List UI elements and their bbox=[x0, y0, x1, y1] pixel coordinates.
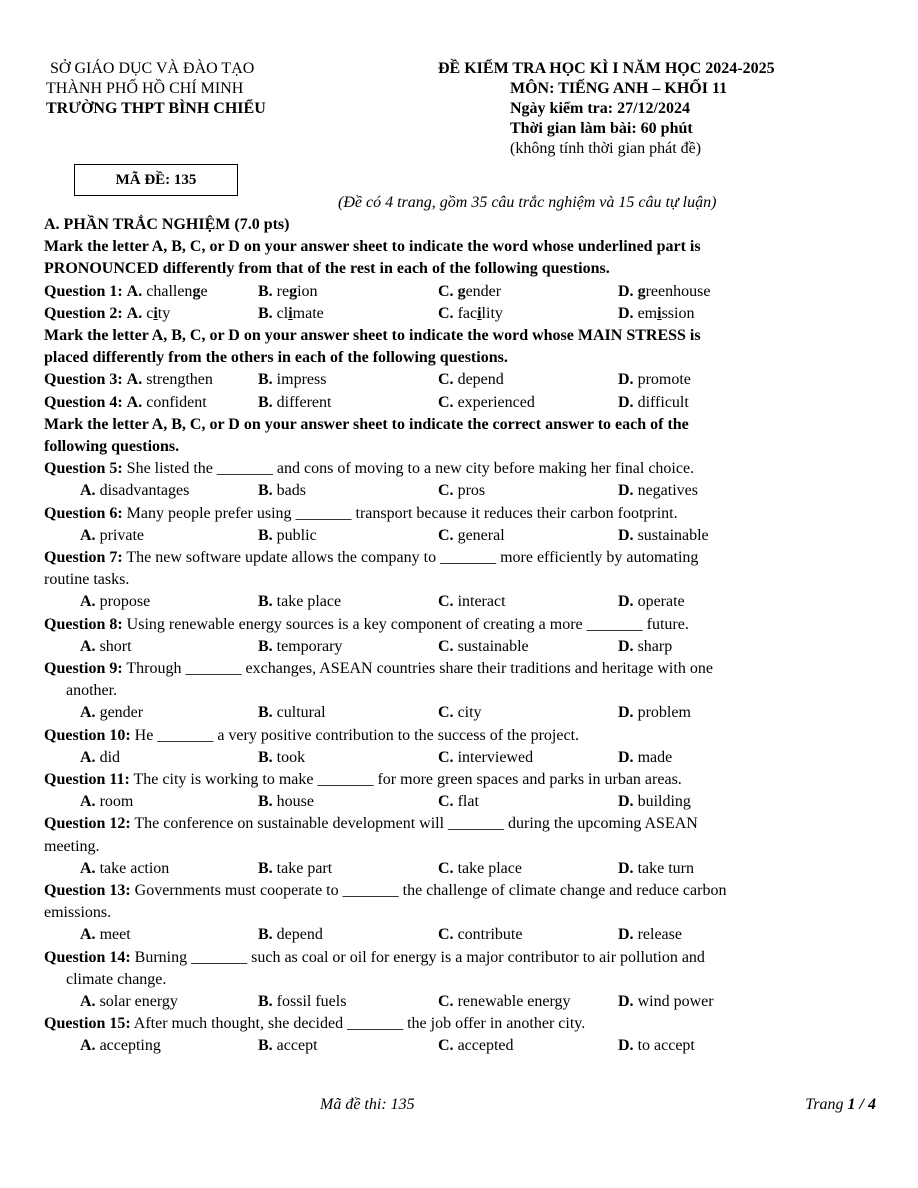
option-letter: D. bbox=[618, 859, 634, 877]
option-text: contribute bbox=[457, 926, 523, 944]
option-letter: D. bbox=[618, 992, 634, 1010]
question-label: Question 7: bbox=[44, 548, 123, 566]
option-text: house bbox=[276, 793, 314, 811]
option-letter: B. bbox=[258, 282, 273, 300]
option-text: public bbox=[276, 526, 317, 544]
answer-options bbox=[44, 924, 880, 946]
option-text: confident bbox=[146, 393, 207, 411]
option-d bbox=[618, 858, 694, 880]
question-label: Question 10: bbox=[44, 726, 131, 744]
word-part: e bbox=[200, 282, 208, 300]
question-label: Question 14: bbox=[44, 948, 131, 966]
option-text: depend bbox=[457, 371, 504, 389]
option-letter: D. bbox=[618, 371, 634, 389]
option-d bbox=[618, 636, 672, 658]
option-text: take place bbox=[457, 859, 522, 877]
question-stem-line bbox=[44, 836, 880, 858]
option-letter: A. bbox=[80, 637, 96, 655]
underlined-part: i bbox=[477, 304, 482, 322]
option-a bbox=[80, 636, 132, 658]
question-label: Question 3: bbox=[44, 371, 123, 389]
option-letter: A. bbox=[80, 748, 96, 766]
word-part: c bbox=[146, 304, 154, 322]
option-letter: A. bbox=[80, 859, 96, 877]
option-letter: B. bbox=[258, 593, 273, 611]
option-text: city bbox=[457, 704, 482, 722]
option-a bbox=[80, 702, 143, 724]
option-c bbox=[438, 791, 479, 813]
answer-options bbox=[44, 1035, 880, 1057]
option-a bbox=[80, 591, 150, 613]
question-stem: She listed the _______ and cons of moving to a new city before making her final choice. bbox=[126, 460, 695, 478]
option-text: gender bbox=[99, 704, 144, 722]
question-stem: routine tasks. bbox=[44, 571, 130, 589]
option-letter: A. bbox=[126, 371, 143, 389]
option-letter: C. bbox=[438, 859, 454, 877]
option-c bbox=[438, 702, 482, 724]
question-stem-line bbox=[44, 813, 880, 835]
option-b bbox=[258, 991, 346, 1013]
option-b bbox=[258, 392, 331, 414]
option-text: took bbox=[276, 748, 306, 766]
option-letter: C. bbox=[438, 304, 454, 322]
option-letter: B. bbox=[258, 926, 273, 944]
option-d bbox=[618, 525, 709, 547]
answer-options bbox=[44, 480, 880, 502]
option-letter: A. bbox=[80, 482, 96, 500]
option-text: building bbox=[637, 793, 691, 811]
option-text: take action bbox=[99, 859, 170, 877]
option-text: private bbox=[99, 526, 144, 544]
option-text: negatives bbox=[637, 482, 698, 500]
option-d bbox=[618, 591, 685, 613]
answer-options bbox=[44, 636, 880, 658]
option-a bbox=[80, 1035, 161, 1057]
option-a bbox=[44, 281, 208, 303]
answer-options bbox=[44, 525, 880, 547]
option-letter: B. bbox=[258, 637, 273, 655]
option-text: accepted bbox=[457, 1037, 514, 1055]
option-text: sustainable bbox=[457, 637, 529, 655]
option-b bbox=[258, 636, 342, 658]
option-letter: A. bbox=[80, 992, 96, 1010]
word-part: cl bbox=[276, 304, 289, 322]
exam-note: (Đề có 4 trang, gồm 35 câu trắc nghiệm và 15 câu tự luận) bbox=[338, 194, 717, 211]
question-stem: The conference on sustainable development will _______ during the upcoming ASEAN bbox=[134, 815, 698, 833]
option-c bbox=[438, 480, 485, 502]
word-part: re bbox=[276, 282, 290, 300]
option-text: different bbox=[276, 393, 332, 411]
option-letter: B. bbox=[258, 482, 273, 500]
option-b bbox=[258, 303, 324, 325]
option-letter: A. bbox=[126, 282, 143, 300]
question-item bbox=[44, 813, 880, 880]
underlined-part: i bbox=[153, 304, 158, 322]
option-text: take place bbox=[276, 593, 342, 611]
option-text: general bbox=[457, 526, 505, 544]
question-stem-line bbox=[44, 969, 880, 991]
option-b bbox=[258, 791, 314, 813]
question-item bbox=[44, 614, 880, 658]
option-letter: B. bbox=[258, 793, 273, 811]
option-letter: B. bbox=[258, 304, 273, 322]
option-b bbox=[258, 591, 341, 613]
option-d bbox=[618, 924, 682, 946]
section-title: A. PHẦN TRẮC NGHIỆM (7.0 pts) bbox=[44, 216, 290, 233]
option-letter: D. bbox=[618, 1037, 634, 1055]
option-c bbox=[438, 991, 571, 1013]
option-text: strengthen bbox=[146, 371, 213, 389]
option-letter: D. bbox=[618, 282, 634, 300]
question-stem-line bbox=[44, 614, 880, 636]
option-text: depend bbox=[276, 926, 323, 944]
option-text: accept bbox=[276, 1037, 318, 1055]
header-right bbox=[438, 59, 878, 159]
option-letter: B. bbox=[258, 393, 273, 411]
option-text: interviewed bbox=[457, 748, 534, 766]
option-letter: C. bbox=[438, 704, 454, 722]
city-name: THÀNH PHỐ HỒ CHÍ MINH bbox=[46, 80, 244, 97]
option-b bbox=[258, 480, 306, 502]
duration-note: (không tính thời gian phát đề) bbox=[510, 140, 702, 157]
option-c bbox=[438, 303, 503, 325]
instruction-line: Mark the letter A, B, C, or D on your answer sheet to indicate the word whose MAIN STRESS is bbox=[44, 326, 701, 344]
word-part: ssion bbox=[661, 304, 695, 322]
option-text: take turn bbox=[637, 859, 694, 877]
option-text: take part bbox=[276, 859, 333, 877]
exam-title: ĐỀ KIỂM TRA HỌC KÌ I NĂM HỌC 2024-2025 bbox=[438, 60, 775, 77]
option-text: experienced bbox=[457, 393, 535, 411]
option-c bbox=[438, 858, 522, 880]
option-text: operate bbox=[637, 593, 685, 611]
option-d bbox=[618, 480, 698, 502]
word-part: ender bbox=[465, 282, 502, 300]
subject-line: MÔN: TIẾNG ANH – KHỐI 11 bbox=[510, 80, 728, 97]
option-letter: A. bbox=[80, 704, 96, 722]
underlined-part: g bbox=[192, 282, 201, 300]
option-letter: A. bbox=[126, 393, 143, 411]
question-2 bbox=[44, 303, 880, 325]
option-text: difficult bbox=[637, 393, 689, 411]
question-stem-line bbox=[44, 725, 880, 747]
option-letter: B. bbox=[258, 1037, 273, 1055]
word-part: challen bbox=[146, 282, 193, 300]
option-c bbox=[438, 636, 529, 658]
option-a bbox=[80, 525, 144, 547]
question-item bbox=[44, 769, 880, 813]
option-a bbox=[80, 480, 189, 502]
question-stem-line bbox=[44, 658, 880, 680]
answer-options bbox=[44, 991, 880, 1013]
question-stem: After much thought, she decided _______ the job offer in another city. bbox=[133, 1015, 586, 1033]
option-text: renewable energy bbox=[457, 992, 571, 1010]
option-letter: B. bbox=[258, 859, 273, 877]
underlined-part: i bbox=[657, 304, 662, 322]
option-text: made bbox=[637, 748, 673, 766]
option-c bbox=[438, 747, 533, 769]
option-text: bads bbox=[276, 482, 306, 500]
underlined-part: i bbox=[288, 304, 293, 322]
option-b bbox=[258, 281, 318, 303]
question-stem: The city is working to make _______ for more green spaces and parks in urban areas. bbox=[133, 770, 682, 788]
question-item bbox=[44, 547, 880, 614]
instruction-line: PRONOUNCED differently from that of the rest in each of the following questions. bbox=[44, 260, 610, 278]
instruction-line: following questions. bbox=[44, 437, 180, 455]
option-text: interact bbox=[457, 593, 506, 611]
instruction-line: Mark the letter A, B, C, or D on your answer sheet to indicate the word whose underlined part is bbox=[44, 238, 701, 256]
question-item bbox=[44, 658, 880, 725]
word-part: mate bbox=[292, 304, 324, 322]
option-text: pros bbox=[457, 482, 486, 500]
option-text: room bbox=[99, 793, 134, 811]
option-d bbox=[618, 281, 710, 303]
option-c bbox=[438, 525, 505, 547]
option-text: propose bbox=[99, 593, 151, 611]
answer-options bbox=[44, 791, 880, 813]
option-a bbox=[80, 791, 133, 813]
option-text: impress bbox=[276, 371, 327, 389]
exam-code-box: MÃ ĐỀ: 135 bbox=[74, 164, 238, 196]
question-label: Question 11: bbox=[44, 770, 130, 788]
question-item bbox=[44, 1013, 880, 1057]
header-left bbox=[46, 59, 376, 119]
option-c bbox=[438, 369, 504, 391]
option-letter: C. bbox=[438, 748, 454, 766]
option-d bbox=[618, 369, 691, 391]
option-b bbox=[258, 747, 305, 769]
footer-exam-code: Mã đề thi: 135 bbox=[320, 1096, 415, 1113]
option-d bbox=[618, 702, 691, 724]
option-letter: D. bbox=[618, 926, 634, 944]
option-letter: B. bbox=[258, 526, 273, 544]
option-letter: A. bbox=[80, 526, 96, 544]
option-letter: D. bbox=[618, 704, 634, 722]
option-b bbox=[258, 369, 326, 391]
option-text: disadvantages bbox=[99, 482, 190, 500]
option-c bbox=[438, 591, 506, 613]
option-a bbox=[80, 747, 120, 769]
option-letter: D. bbox=[618, 793, 634, 811]
option-a bbox=[44, 392, 207, 414]
option-text: cultural bbox=[276, 704, 326, 722]
option-text: did bbox=[99, 748, 121, 766]
question-label: Question 1: bbox=[44, 282, 123, 300]
option-text: to accept bbox=[637, 1037, 695, 1055]
option-b bbox=[258, 525, 317, 547]
page-number: 1 / 4 bbox=[847, 1096, 876, 1113]
question-label: Question 8: bbox=[44, 615, 123, 633]
department-name: SỞ GIÁO DỤC VÀ ĐÀO TẠO bbox=[50, 60, 255, 77]
option-d bbox=[618, 1035, 695, 1057]
option-d bbox=[618, 791, 691, 813]
option-letter: D. bbox=[618, 593, 634, 611]
option-text: fossil fuels bbox=[276, 992, 347, 1010]
option-text: problem bbox=[637, 704, 691, 722]
option-a bbox=[44, 369, 213, 391]
option-d bbox=[618, 392, 689, 414]
question-stem-line bbox=[44, 880, 880, 902]
option-letter: D. bbox=[618, 393, 634, 411]
question-4 bbox=[44, 392, 880, 414]
option-text: wind power bbox=[637, 992, 714, 1010]
question-label: Question 13: bbox=[44, 881, 131, 899]
page-prefix: Trang bbox=[805, 1096, 848, 1113]
answer-options bbox=[44, 858, 880, 880]
question-stem: Burning _______ such as coal or oil for energy is a major contributor to air pollution and bbox=[134, 948, 705, 966]
exam-duration: Thời gian làm bài: 60 phút bbox=[510, 120, 693, 137]
question-label: Question 12: bbox=[44, 815, 131, 833]
option-b bbox=[258, 702, 326, 724]
option-b bbox=[258, 924, 323, 946]
option-text: short bbox=[99, 637, 132, 655]
underlined-part: g bbox=[457, 282, 466, 300]
question-label: Question 2: bbox=[44, 304, 123, 322]
exam-content bbox=[44, 214, 880, 1057]
underlined-part: g bbox=[289, 282, 298, 300]
question-stem-line bbox=[44, 680, 880, 702]
instruction-line: Mark the letter A, B, C, or D on your answer sheet to indicate the correct answer to each of the bbox=[44, 415, 689, 433]
question-stem-line bbox=[44, 503, 880, 525]
word-part: ion bbox=[297, 282, 318, 300]
word-part: lity bbox=[481, 304, 503, 322]
question-label: Question 5: bbox=[44, 460, 123, 478]
mcq-list bbox=[44, 458, 880, 1057]
option-letter: D. bbox=[618, 304, 634, 322]
instruction-line: placed differently from the others in each of the following questions. bbox=[44, 349, 508, 367]
option-b bbox=[258, 1035, 318, 1057]
option-letter: A. bbox=[80, 1037, 96, 1055]
option-letter: C. bbox=[438, 371, 454, 389]
option-text: flat bbox=[457, 793, 479, 811]
school-name: TRƯỜNG THPT BÌNH CHIỂU bbox=[46, 100, 266, 117]
option-letter: C. bbox=[438, 1037, 454, 1055]
option-letter: D. bbox=[618, 748, 634, 766]
option-c bbox=[438, 281, 501, 303]
question-1 bbox=[44, 281, 880, 303]
option-text: temporary bbox=[276, 637, 343, 655]
option-letter: D. bbox=[618, 482, 634, 500]
question-label: Question 9: bbox=[44, 659, 123, 677]
question-stem-line bbox=[44, 947, 880, 969]
option-letter: C. bbox=[438, 282, 454, 300]
option-d bbox=[618, 991, 714, 1013]
question-item bbox=[44, 725, 880, 769]
option-letter: C. bbox=[438, 926, 454, 944]
word-part: ty bbox=[157, 304, 171, 322]
option-letter: B. bbox=[258, 992, 273, 1010]
option-letter: D. bbox=[618, 637, 634, 655]
question-stem-line bbox=[44, 569, 880, 591]
option-letter: C. bbox=[438, 793, 454, 811]
option-text: sharp bbox=[637, 637, 673, 655]
option-a bbox=[44, 303, 170, 325]
option-a bbox=[80, 991, 178, 1013]
option-letter: C. bbox=[438, 637, 454, 655]
exam-date: Ngày kiểm tra: 27/12/2024 bbox=[510, 100, 690, 117]
question-stem: He _______ a very positive contribution to the success of the project. bbox=[134, 726, 580, 744]
answer-options bbox=[44, 747, 880, 769]
question-label: Question 15: bbox=[44, 1015, 131, 1033]
option-c bbox=[438, 924, 522, 946]
option-letter: A. bbox=[80, 926, 96, 944]
option-letter: B. bbox=[258, 371, 273, 389]
question-stem-line bbox=[44, 547, 880, 569]
option-c bbox=[438, 1035, 514, 1057]
question-stem: climate change. bbox=[66, 970, 167, 988]
option-letter: A. bbox=[126, 304, 143, 322]
question-stem: Governments must cooperate to _______ the challenge of climate change and reduce carbon bbox=[134, 881, 727, 899]
option-a bbox=[80, 858, 169, 880]
question-item bbox=[44, 880, 880, 947]
option-b bbox=[258, 858, 332, 880]
option-c bbox=[438, 392, 535, 414]
option-d bbox=[618, 303, 694, 325]
option-letter: C. bbox=[438, 992, 454, 1010]
option-letter: C. bbox=[438, 393, 454, 411]
question-stem: Many people prefer using _______ transport because it reduces their carbon footprint. bbox=[126, 504, 678, 522]
footer-page bbox=[805, 1094, 876, 1116]
question-stem-line bbox=[44, 769, 880, 791]
option-letter: A. bbox=[80, 593, 96, 611]
question-label: Question 6: bbox=[44, 504, 123, 522]
question-label: Question 4: bbox=[44, 393, 123, 411]
underlined-part: g bbox=[637, 282, 646, 300]
option-text: promote bbox=[637, 371, 691, 389]
answer-options bbox=[44, 702, 880, 724]
option-d bbox=[618, 747, 672, 769]
question-item bbox=[44, 947, 880, 1014]
question-3 bbox=[44, 369, 880, 391]
option-text: accepting bbox=[99, 1037, 161, 1055]
question-stem: The new software update allows the company to _______ more efficiently by automating bbox=[126, 548, 699, 566]
question-stem: meeting. bbox=[44, 837, 100, 855]
word-part: reenhouse bbox=[645, 282, 711, 300]
question-stem: another. bbox=[66, 682, 118, 700]
question-stem: Through _______ exchanges, ASEAN countries share their traditions and heritage with one bbox=[126, 659, 713, 677]
question-stem-line bbox=[44, 902, 880, 924]
option-letter: C. bbox=[438, 526, 454, 544]
question-item bbox=[44, 503, 880, 547]
option-text: sustainable bbox=[637, 526, 709, 544]
option-letter: A. bbox=[80, 793, 96, 811]
answer-options bbox=[44, 591, 880, 613]
word-part: fac bbox=[457, 304, 478, 322]
question-stem-line bbox=[44, 1013, 880, 1035]
option-letter: B. bbox=[258, 704, 273, 722]
word-part: em bbox=[637, 304, 658, 322]
option-text: solar energy bbox=[99, 992, 178, 1010]
question-stem: emissions. bbox=[44, 904, 112, 922]
option-letter: C. bbox=[438, 482, 454, 500]
option-text: meet bbox=[99, 926, 131, 944]
option-letter: C. bbox=[438, 593, 454, 611]
question-stem-line bbox=[44, 458, 880, 480]
question-item bbox=[44, 458, 880, 502]
option-letter: D. bbox=[618, 526, 634, 544]
option-letter: B. bbox=[258, 748, 273, 766]
question-stem: Using renewable energy sources is a key component of creating a more _______ future. bbox=[126, 615, 689, 633]
option-text: release bbox=[637, 926, 682, 944]
option-a bbox=[80, 924, 131, 946]
